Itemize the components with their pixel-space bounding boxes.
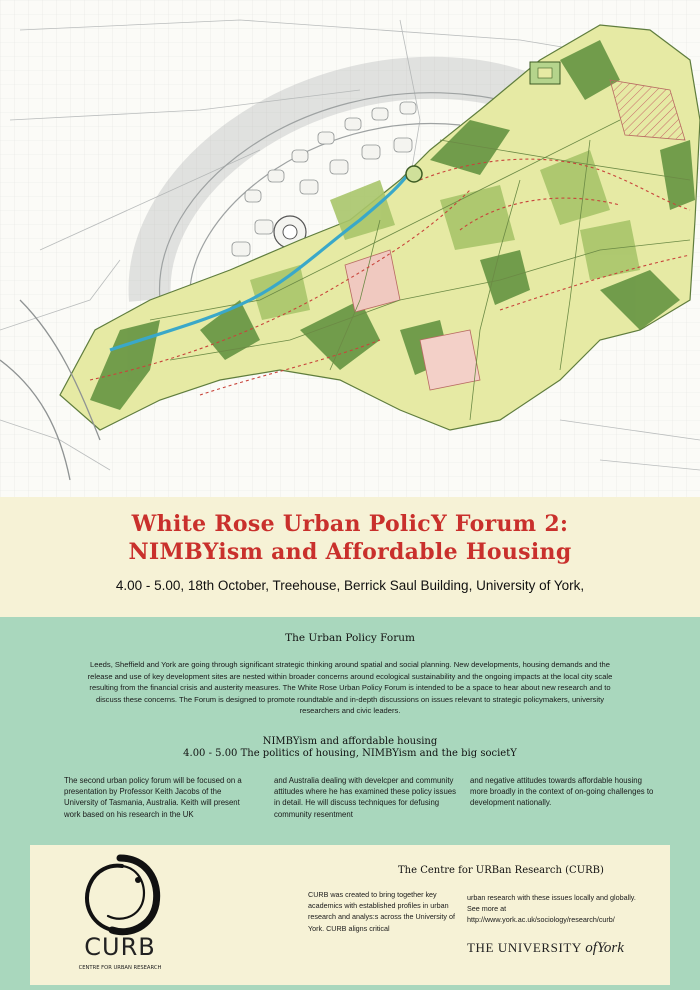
event-details: 4.00 - 5.00, 18th October, Treehouse, Berrick Saul Building, University of York, [115, 578, 585, 593]
session-heading-line1: NIMBYism and affordable housing [262, 736, 438, 747]
curb-description-col2-text: urban research with these issues locally and globally. [467, 893, 636, 902]
event-title-line2: NIMBYism and Affordable Housing [128, 539, 572, 565]
university-of: of [585, 940, 597, 956]
curb-description-col2 [467, 892, 667, 926]
curb-url-link[interactable]: http://www.york.ac.uk/sociology/research/curb/ [467, 915, 615, 925]
title-band [0, 497, 700, 617]
session-heading [0, 736, 700, 759]
curb-heading: The Centre for URBan Research (CURB) [398, 865, 604, 876]
session-description-col2: and Australia dealing with develcper and community attitudes where he has examined these policy issues in detail. He will discuss techniques for defusing community resentment [274, 776, 457, 819]
university-prefix: THE UNIVERSITY [467, 940, 582, 955]
session-description-col3: and negative attitudes towards affordable housing more broadly in the context of on-going challenges to development nationally. [470, 776, 654, 808]
curb-logo-subtext: CENTRE FOR URBAN RESEARCH [78, 965, 162, 971]
event-title-line1: White Rose Urban PolicY Forum 2: [131, 511, 569, 537]
forum-heading: The Urban Policy Forum [285, 632, 415, 644]
curb-box [30, 845, 670, 985]
curb-description-col1: CURB was created to bring together key academics with established profiles in urban research and analys:s across the University of York. CURB aligns critical [308, 890, 456, 933]
university-of-york-logo [467, 940, 667, 957]
forum-description: Leeds, Sheffield and York are going through significant strategic thinking around spatial and social planning. New developments, housing demands and the release and use of key development sites are nested within broader concerns around ecological sustainability and the ongoing impacts at the local city scale resulting from the financial crisis and austerity measures. The White Rose Urban Policy Forum is intended to be a space to hear about new research and to discuss these concerns. The Forum is designed to promote roundtable and in-depth discussions on issues relevant to strategic policymakers, university researchers and civic leaders. [87, 660, 613, 716]
curb-see-more: See more at [467, 904, 507, 914]
event-title [0, 510, 700, 566]
session-description-col1: The second urban policy forum will be focused on a presentation by Professor Keith Jacobs of the University of Tasmania, Australia. Keith will present work based on his research in the UK [64, 776, 242, 819]
session-heading-line2: 4.00 - 5.00 The politics of housing, NIMBYism and the big societY [183, 747, 517, 759]
university-name: York [596, 940, 624, 956]
curb-logo-text: CURB [84, 933, 156, 961]
curb-logo [60, 850, 180, 975]
